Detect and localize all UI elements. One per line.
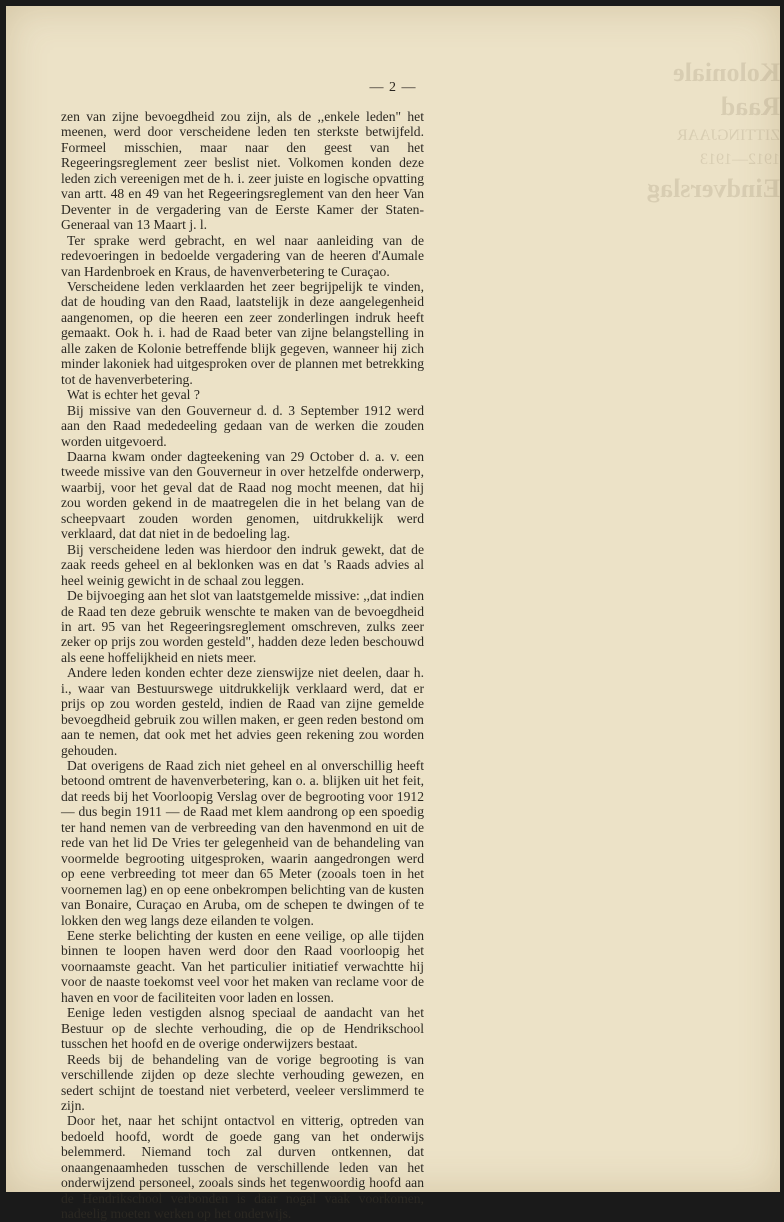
paragraph: Eene sterke belichting der kusten en eene veilige, op alle tijden binnen te loopen haven werd door den Raad voorloopig het voornaamste geacht. Van het particulier initiatief verwachtte hij voor de naaste toekomst veel voor het maken van reclame voor de haven en voor de faciliteiten voor laden en lossen. (61, 928, 424, 1005)
paragraph: Andere leden konden echter deze zienswijze niet deelen, daar h. i., waar van Bestuurswege uitdrukkelijk verklaard werd, dat er prijs op zou worden gesteld, indien de Raad van zijne gemelde bevoegdheid gebruik zou willen maken, er geen reden bestond om aan te nemen, dat ook met het advies geen rekening zou worden gehouden. (61, 665, 424, 758)
paragraph: Door het, naar het schijnt ontactvol en vitterig, optreden van bedoeld hoofd, wordt de goede gang van het onderwijs belemmerd. Niemand toch zal durven ontkennen, dat onaangenaamheden tusschen de verschillende leden van het onderwijzend personeel, zooals sinds het tegenwoordig hoofd aan de Hendrikschool verbonden is daar nogal vaak voorkomen, nadeelig moeten werken op het onderwijs. (61, 1113, 424, 1222)
paragraph: Dat overigens de Raad zich niet geheel en al onverschillig heeft betoond omtrent de havenverbetering, kan o. a. blijken uit het feit, dat reeds bij het Voorloopig Verslag over de begrooting voor 1912 — dus begin 1911 — de Raad met klem aandrong op een spoedig ter hand nemen van de verbreeding van den havenmond en uit de rede van het lid De Vries ter gelegenheid van de behandeling van voormelde begrooting uitgesproken, waarin aangedrongen werd op eene verbreeding tot meer dan 65 Meter (zooals toen in het voornemen lag) en op eene onbekrompen belichting van de kusten van Bonaire, Curaçao en Aruba, om de schepen te dwingen of te lokken den weg langs deze eilanden te volgen. (61, 758, 424, 928)
document-page (6, 6, 780, 1222)
paragraph: Ter sprake werd gebracht, en wel naar aanleiding van de redevoeringen in bedoelde vergadering van de heeren d'Aumale van Hardenbroek en Kraus, de havenverbetering te Curaçao. (61, 232, 424, 279)
paragraph: Bij missive van den Gouverneur d. d. 3 September 1912 werd aan den Raad mededeeling gedaan van de werken die zouden worden uitgevoerd. (61, 402, 424, 449)
paragraph: Wat is echter het geval ? (67, 387, 200, 403)
paragraph: Bij verscheidene leden was hierdoor den indruk gewekt, dat de zaak reeds geheel en al beklonken was en dat 's Raads advies al heel weinig gewicht in de schaal zou leggen. (61, 541, 424, 588)
body-text (61, 109, 424, 1222)
paragraph: Verscheidene leden verklaarden het zeer begrijpelijk te vinden, dat de houding van den Raad, laatstelijk in deze aangelegenheid aangenomen, op die heeren een zeer zonderlingen indruk heeft gemaakt. Ook h. i. had de Raad beter van zijne belangstelling in alle zaken de Kolonie betreffende blijk gegeven, wanneer hij zich minder lakoniek had uitgesproken over de plannen met betrekking tot de havenverbetering. (61, 278, 424, 387)
paragraph: zen van zijne bevoegdheid zou zijn, als de ,,enkele leden" het meenen, werd door verscheidene leden ten sterkste betwijfeld. Formeel misschien, maar naar den geest van het Regeeringsreglement zeer beslist niet. Volkomen konden deze leden zich vereenigen met de h. i. zeer juiste en logische opvatting van artt. 48 en 49 van het Regeeringsreglement van den heer Van Deventer in de vergadering van de Eerste Kamer der Staten-Generaal van 13 Maart j. l. (61, 109, 424, 233)
page-number: — 2 — (369, 80, 417, 95)
paragraph: Eenige leden vestigden alsnog speciaal de aandacht van het Bestuur op de slechte verhouding, die op de Hendrikschool tusschen het hoofd en de overige onderwijzers bestaat. (61, 1005, 424, 1052)
paragraph: Reeds bij de behandeling van de vorige begrooting is van verschillende zijden op deze slechte verhouding gewezen, en sedert schijnt de toestand niet verbeterd, veeleer verslimmerd te zijn. (61, 1051, 424, 1113)
paragraph: Daarna kwam onder dagteekening van 29 October d. a. v. een tweede missive van den Gouverneur in over hetzelfde onderwerp, waarbij, voor het geval dat de Raad nog mocht meenen, dat hij zou worden gekend in de maatregelen die in het belang van de scheepvaart zouden worden genomen, uitdrukkelijk werd verklaard, dat dat niet in de bedoeling lag. (61, 448, 424, 542)
bleed-line: Koloniale Raad (673, 58, 780, 121)
bleed-line: ZITTINGJAAR 1912—1913 (676, 127, 780, 168)
bleed-line: Eindverslag (647, 174, 780, 203)
paragraph: De bijvoeging aan het slot van laatstgemelde missive: ,,dat indien de Raad ten deze gebruik wenschte te maken van de bevoegdheid in art. 95 van het Regeeringsreglement omschreven, zulks zeer zeker op prijs zou worden gesteld", hadden deze leden beschouwd als eene hoffelijkheid en niets meer. (61, 588, 424, 665)
